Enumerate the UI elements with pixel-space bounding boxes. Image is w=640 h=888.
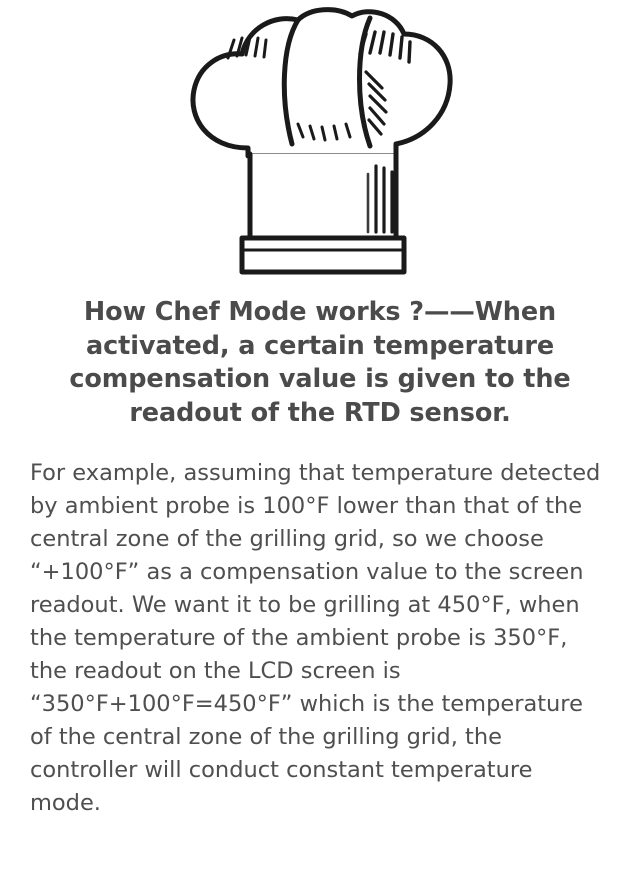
chef-hat-illustration <box>28 0 612 288</box>
chef-hat-icon <box>170 6 470 286</box>
body-paragraph: For example, assuming that temperature detected by ambient probe is 100°F lower than that of the central zone of the grilling grid, so we choose “+100°F” as a compensation value to the screen readout. We want it to be grilling at 450°F, when the temperature of the ambient probe is 350°F, the readout on the LCD screen is “350°F+100°F=450°F” which is the temperature of the central zone of the grilling grid, the controller will conduct constant temperature mode. <box>30 459 601 817</box>
page-title: How Chef Mode works ?——When activated, a certain temperature compensation value is given to the readout of the RTD sensor. <box>69 297 571 428</box>
